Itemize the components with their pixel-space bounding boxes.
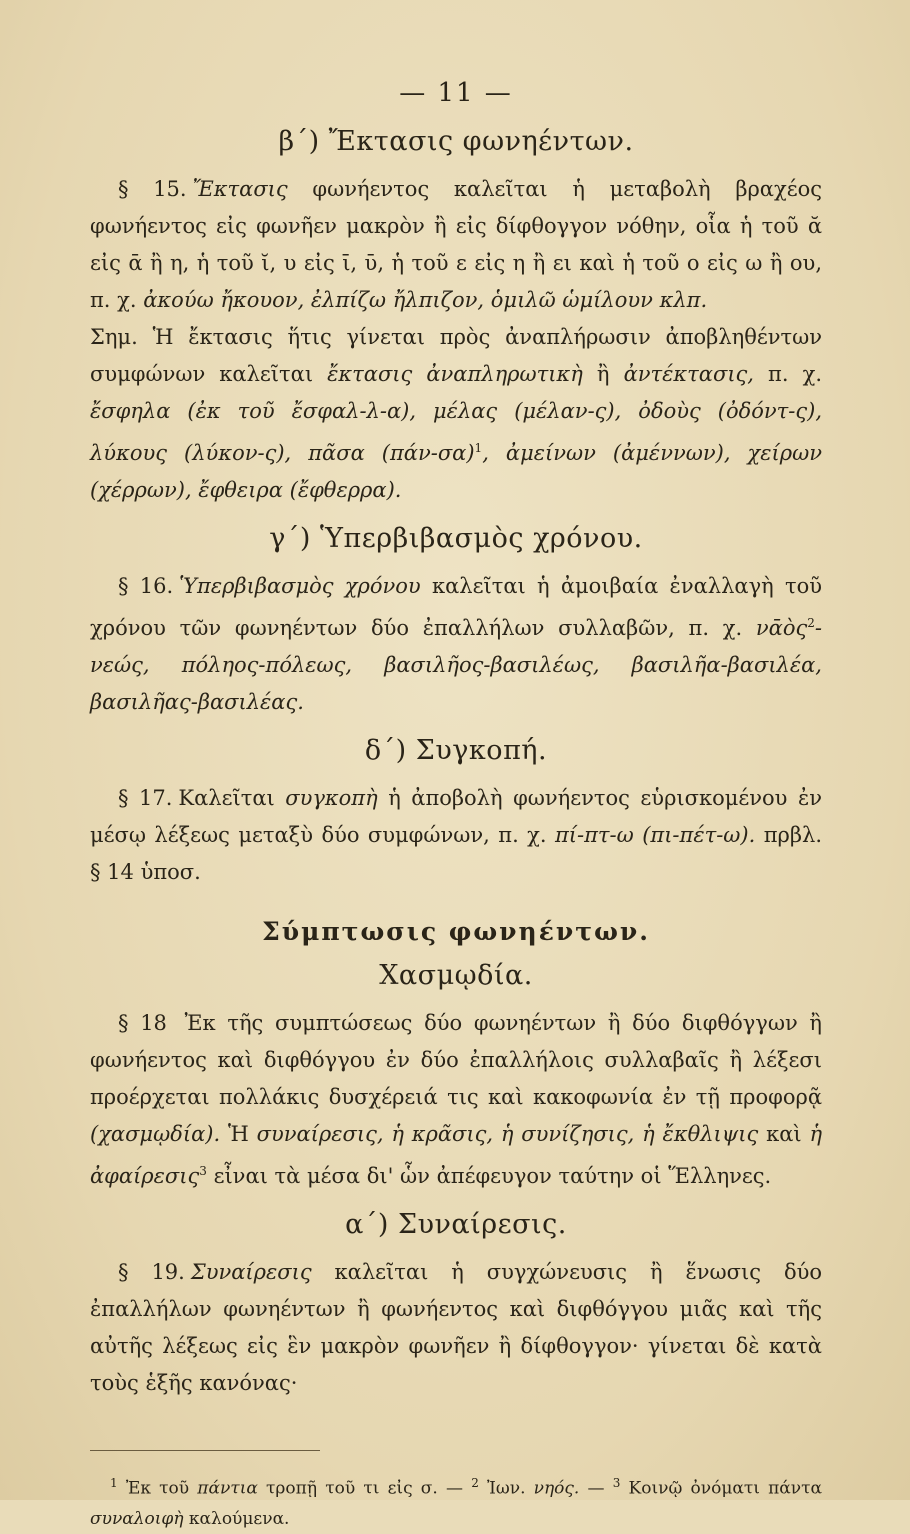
p17-text-2: ἡ ἀποβολὴ φωνήεντος εὑρισκομένου ἐν μέσῳ λέξεως μεταξὺ δύο συμφώνων, π. χ. (90, 786, 822, 847)
paragraph-19 (90, 1254, 822, 1402)
p18-text-2: Ἡ (220, 1122, 257, 1146)
note-text-3: π. χ. (754, 362, 823, 386)
p18-text-3: καὶ (758, 1122, 810, 1146)
section-number-17: § 17. (118, 786, 173, 810)
footnotes (90, 1468, 822, 1534)
paragraph-17 (90, 780, 822, 891)
section-number-16: § 16. (118, 574, 174, 598)
p18-text-4: εἶναι τὰ μέσα δι' ὧν ἀπέφευγον ταύτην οἱ Ἕλληνες. (206, 1164, 772, 1188)
note-label: Σημ. (90, 325, 138, 349)
footnote-1-mark: 1 (110, 1476, 118, 1490)
paragraph-16 (90, 568, 822, 721)
p19-text: καλεῖται ἡ συγχώνευσις ἢ ἕνωσις δύο ἐπαλλήλων φωνηέντων ἢ φωνήεντος καὶ διφθόγγου μιᾶς καὶ τῆς αὐτῆς λέξεως εἰς ἓν μακρὸν φωνῆεν ἢ δίφθογγον· γίνεται δὲ κατὰ τοὺς ἑξῆς κανόνας· (90, 1260, 823, 1395)
heading-ektasis: β΄) Ἔκτασις φωνηέντων. (278, 126, 634, 157)
note-text: Ἡ ἔκτασις ἥτις γίνεται πρὸς ἀναπλήρωσιν ἀποβληθέντων συμφώνων καλεῖται (90, 325, 822, 386)
footnote-1-term: πάντια (197, 1478, 258, 1499)
heading-hyperbibasmos: γ΄) Ὑπερβιβασμὸς χρόνου. (269, 523, 643, 554)
heading-synairesis: α΄) Συναίρεσις. (345, 1209, 567, 1240)
note-term: ἔκτασις ἀναπληρωτικὴ (327, 362, 583, 386)
footnote-2-mark: 2 (471, 1476, 479, 1490)
p17-examples: πί-πτ-ω (πι-πέτ-ω). (555, 823, 756, 847)
heading-chasmodia: Χασμῳδία. (379, 960, 533, 991)
p15-examples: ἀκούω ἤκουον, ἐλπίζω ἤλπιζον, ὁμιλῶ ὡμίλουν κλπ. (143, 288, 708, 312)
term-chasmodia: (χασμῳδία). (90, 1122, 221, 1146)
heading-symptosis: Σύμπτωσις φωνηέντων. (262, 917, 650, 946)
paragraph-15 (90, 171, 822, 509)
p16-examples: -νεώς, πόληος-πόλεως, βασιλῆος-βασιλέως, βασιλῆα-βασιλέα, βασιλῆας-βασιλέας. (90, 616, 822, 714)
p17-text-3: πρβλ. § 14 ὑποσ. (90, 823, 823, 884)
footnote-mark-3: 3 (199, 1164, 207, 1178)
footnote-1-text-2: τροπῇ τοῦ τι εἰς σ. — (257, 1478, 472, 1499)
term-hyperbibasmos: Ὑπερβιβασμὸς χρόνου (179, 574, 421, 598)
footnote-2-term: νηός. (533, 1478, 580, 1499)
term-synairesis: Συναίρεσις (190, 1260, 312, 1284)
footnote-3-text-2: καλούμενα. (183, 1508, 290, 1529)
footnote-1-text: Ἐκ τοῦ (117, 1478, 198, 1499)
p16-text: καλεῖται ἡ ἀμοιβαία ἐναλλαγὴ τοῦ χρόνου τῶν φωνηέντων δύο ἐπαλλήλων συλλαβῶν, π. χ. (90, 574, 822, 640)
footnote-3-mark: 3 (612, 1476, 621, 1490)
p17-text: Καλεῖται (178, 786, 286, 810)
heading-synkope: δ΄) Συγκοπή. (364, 735, 548, 766)
term-ektasis: Ἔκτασις (192, 177, 288, 201)
p18-terms: συναίρεσις, ἡ κρᾶσις, ἡ συνίζησις, ἡ ἔκθλιψις (256, 1122, 759, 1146)
footnote-mark-2: 2 (807, 616, 815, 630)
section-number-19: § 19. (118, 1260, 185, 1284)
section-number-15: § 15. (118, 177, 187, 201)
footnote-3-term: συναλοιφὴ (90, 1508, 184, 1529)
footnote-separator: — (579, 1478, 613, 1499)
note-text-2: ἢ (582, 362, 624, 386)
paragraph-18 (90, 1005, 822, 1195)
p16-example-naos: νᾱὸς (755, 616, 808, 640)
footnote-mark-1: 1 (474, 441, 483, 455)
note-examples: ἔσφηλα (ἐκ τοῦ ἔσφαλ-λ-α), μέλας (μέλαν-ς), ὀδοὺς (ὀδόντ-ς), λύκους (λύκον-ς), πᾶσα (πάν-σα) (90, 399, 822, 465)
note-examples-2: , ἀμείνων (ἀμέννων), χείρων (χέρρων), ἔφθειρα (ἔφθερρα). (90, 441, 822, 502)
p18-text: Ἐκ τῆς συμπτώσεως δύο φωνηέντων ἢ δύο διφθόγγων ἢ φωνήεντος καὶ διφθόγγου ἐν δύο ἐπαλλήλοις συλλαβαῖς ἢ λέξεσι προέρχεται πολλάκις δυσχέρειά τις καὶ κακοφωνία ἐν τῇ προφορᾷ (90, 1011, 822, 1109)
footnote-3-text: Κοινῷ ὀνόματι πάντα (620, 1478, 822, 1499)
section-number-18: § 18 (118, 1011, 167, 1035)
p15-text: φωνήεντος καλεῖται ἡ μεταβολὴ βραχέος φωνήεντος εἰς φωνῆεν μακρὸν ἢ εἰς δίφθογγον νόθην, οἷα ἡ τοῦ ᾰ εἰς ᾱ ἢ η, ἡ τοῦ ῐ, υ εἰς ῑ, ῡ, ἡ τοῦ ε εἰς η ἢ ει καὶ ἡ τοῦ ο εἰς ω ἢ ου, π. χ. (90, 177, 822, 312)
footnote-divider (90, 1450, 320, 1451)
note-term-2: ἀντέκτασις, (623, 362, 754, 386)
term-aphairesis: ἡ ἀφαίρεσις (90, 1122, 823, 1188)
page-number: — 11 — (399, 78, 513, 108)
footnote-2-text: Ἰων. (478, 1478, 534, 1499)
term-synkope: συγκοπὴ (285, 786, 378, 810)
